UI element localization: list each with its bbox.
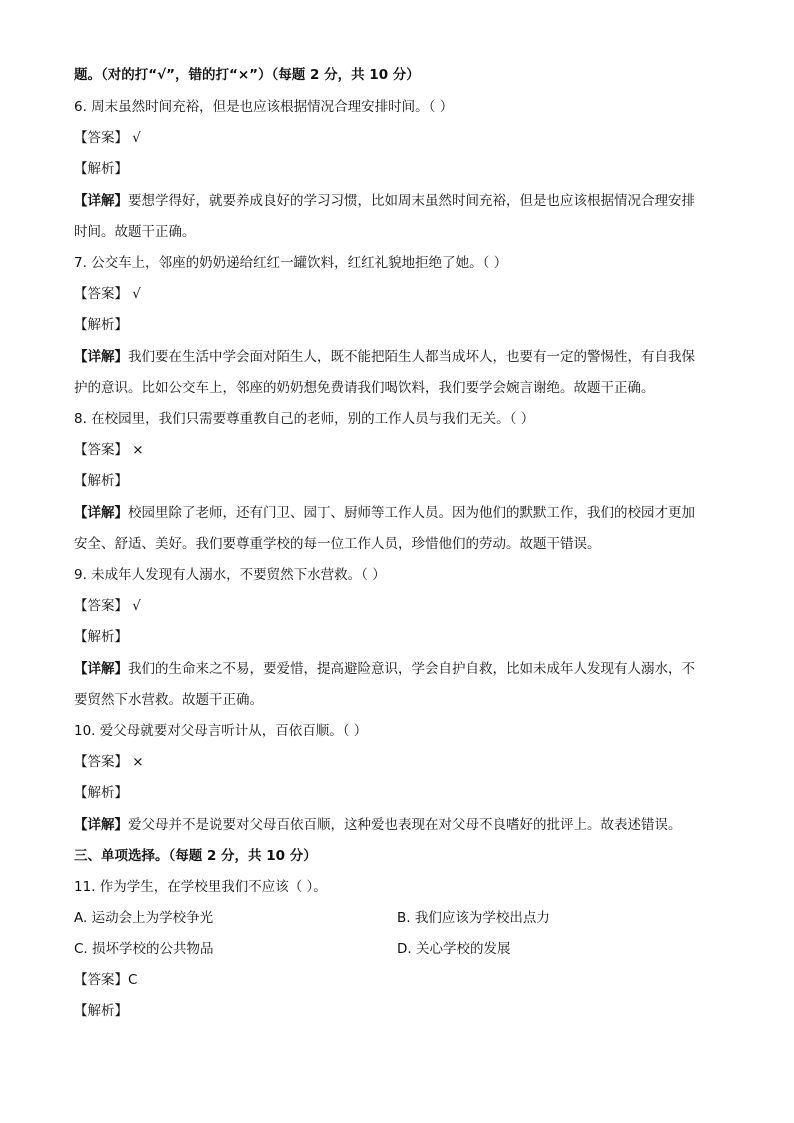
analysis-label: 【解析】 xyxy=(74,317,128,333)
answer-value: √ xyxy=(132,286,141,302)
analysis-label: 【解析】 xyxy=(74,629,128,645)
answer-label: 【答案】 xyxy=(74,442,128,458)
answer-row xyxy=(74,441,724,459)
question-stem: 11. 作为学生，在学校里我们不应该（ ）。 xyxy=(74,879,327,895)
detail-text: 校园里除了老师，还有门卫、园丁、厨师等工作人员。因为他们的默默工作，我们的校园才更加 xyxy=(128,505,695,521)
answer-row xyxy=(74,597,724,615)
detail-row xyxy=(74,348,724,366)
answer-value: × xyxy=(132,754,144,770)
detail-label: 【详解】 xyxy=(74,661,128,677)
question-stem: 6. 周末虽然时间充裕，但是也应该根据情况合理安排时间。（ ） xyxy=(74,99,454,115)
question-stem: 10. 爱父母就要对父母言听计从，百依百顺。（ ） xyxy=(74,723,368,739)
section-heading: 题。（对的打“√”，错的打“×”）（每题 2 分，共 10 分） xyxy=(74,67,420,83)
detail-row xyxy=(74,816,724,834)
detail-label: 【详解】 xyxy=(74,193,128,209)
question-stem: 7. 公交车上，邻座的奶奶递给红红一罐饮料，红红礼貌地拒绝了她。（ ） xyxy=(74,255,508,271)
option-c: C. 损坏学校的公共物品 xyxy=(74,941,214,957)
option-b: B. 我们应该为学校出点力 xyxy=(397,910,550,926)
option-d: D. 关心学校的发展 xyxy=(397,941,511,957)
answer-value: √ xyxy=(132,130,141,146)
detail-label: 【详解】 xyxy=(74,505,128,521)
answer-label: 【答案】 xyxy=(74,286,128,302)
detail-continuation: 安全、舒适、美好。我们要尊重学校的每一位工作人员，珍惜他们的劳动。故题干错误。 xyxy=(74,536,601,552)
answer-value: C xyxy=(128,972,138,988)
question-stem: 8. 在校园里，我们只需要尊重教自己的老师，别的工作人员与我们无关。（ ） xyxy=(74,411,535,427)
analysis-label: 【解析】 xyxy=(74,161,128,177)
detail-label: 【详解】 xyxy=(74,349,128,365)
detail-row xyxy=(74,660,724,678)
section-heading: 三、单项选择。（每题 2 分，共 10 分） xyxy=(74,848,317,864)
analysis-label: 【解析】 xyxy=(74,473,128,489)
detail-row xyxy=(74,192,724,210)
answer-value: × xyxy=(132,442,144,458)
answer-label: 【答案】 xyxy=(74,754,128,770)
detail-text: 我们的生命来之不易，要爱惜，提高避险意识，学会自护自救，比如未成年人发现有人溺水，不 xyxy=(128,661,695,677)
detail-label: 【详解】 xyxy=(74,817,128,833)
analysis-label: 【解析】 xyxy=(74,1003,128,1019)
detail-text: 爱父母并不是说要对父母百依百顺，这种爱也表现在对父母不良嗜好的批评上。故表述错误。 xyxy=(128,817,682,833)
detail-row xyxy=(74,504,724,522)
answer-row xyxy=(74,129,724,147)
detail-text: 要想学得好，就要养成良好的学习习惯，比如周末虽然时间充裕，但是也应该根据情况合理安排 xyxy=(128,193,695,209)
detail-text: 我们要在生活中学会面对陌生人，既不能把陌生人都当成坏人，也要有一定的警惕性，有自我保 xyxy=(128,349,695,365)
answer-label: 【答案】 xyxy=(74,130,128,146)
answer-row xyxy=(74,285,724,303)
detail-continuation: 要贸然下水营救。故题干正确。 xyxy=(74,692,263,708)
answer-label: 【答案】 xyxy=(74,972,128,988)
option-a: A. 运动会上为学校争光 xyxy=(74,910,214,926)
answer-value: √ xyxy=(132,598,141,614)
detail-continuation: 护的意识。比如公交车上，邻座的奶奶想免费请我们喝饮料，我们要学会婉言谢绝。故题干正确。 xyxy=(74,380,655,396)
answer-row xyxy=(74,753,724,771)
answer-row xyxy=(74,971,724,989)
analysis-label: 【解析】 xyxy=(74,785,128,801)
answer-label: 【答案】 xyxy=(74,598,128,614)
question-stem: 9. 未成年人发现有人溺水，不要贸然下水营救。（ ） xyxy=(74,567,386,583)
detail-continuation: 时间。故题干正确。 xyxy=(74,224,196,240)
